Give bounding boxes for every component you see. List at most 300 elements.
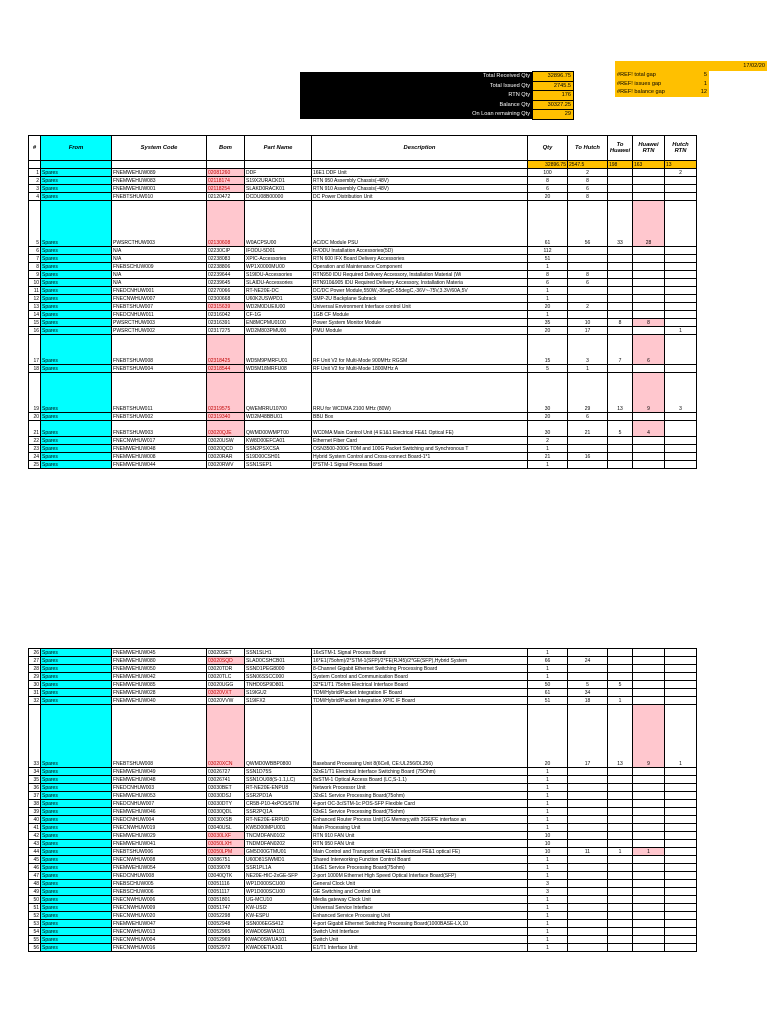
huawei-rtn-cell (633, 311, 665, 319)
qty-cell: 1 (528, 944, 568, 952)
bom-cell: 03052969 (207, 936, 245, 944)
system-code-cell: FNEBTSHUW002 (112, 413, 207, 421)
bom-cell: 03039078 (207, 864, 245, 872)
bom-cell: 03020SET (207, 649, 245, 657)
huawei-rtn-cell: 6 (633, 335, 665, 365)
huawei-rtn-cell (633, 816, 665, 824)
row-number: 4 (29, 193, 41, 201)
bom-cell: 03051747 (207, 904, 245, 912)
part-name-cell: SLAD0CSHCB01 (245, 657, 312, 665)
to-hutch-cell (568, 912, 608, 920)
totals-cell (312, 161, 528, 169)
huawei-rtn-cell (633, 177, 665, 185)
system-code-cell: FNEMWEHUW048 (112, 445, 207, 453)
qty-cell: 20 (528, 327, 568, 335)
part-name-cell: UG-MCU10 (245, 896, 312, 904)
from-cell: Spares (41, 657, 112, 665)
row-number: 14 (29, 311, 41, 319)
huawei-rtn-cell (633, 792, 665, 800)
row-number: 40 (29, 816, 41, 824)
table-row (29, 365, 697, 373)
hutch-rtn-cell (665, 872, 697, 880)
table-row (29, 295, 697, 303)
to-huawei-cell (608, 665, 633, 673)
to-huawei-cell (608, 816, 633, 824)
row-number: 13 (29, 303, 41, 311)
qty-cell: 1 (528, 295, 568, 303)
to-hutch-cell: 56 (568, 201, 608, 247)
bom-cell: 03030QDL (207, 808, 245, 816)
system-code-cell: FNECNWHUW017 (112, 437, 207, 445)
description-cell: RF Unit V2 for Multi-Mode 1800MHz A (312, 365, 528, 373)
qty-cell: 10 (528, 848, 568, 856)
system-code-cell: FNEDCNHUW007 (112, 800, 207, 808)
part-name-cell: SSR2PD1A (245, 792, 312, 800)
table-row (29, 912, 697, 920)
from-cell: Spares (41, 453, 112, 461)
part-name-cell: NE20E-HIC-2xGE-SFP (245, 872, 312, 880)
part-name-cell: CR5B-P10-4xPOS/STM (245, 800, 312, 808)
table-row (29, 792, 697, 800)
hutch-rtn-cell (665, 185, 697, 193)
hutch-rtn-cell (665, 665, 697, 673)
system-code-cell: FNECNWHUW019 (112, 824, 207, 832)
huawei-rtn-cell (633, 413, 665, 421)
bom-cell: 02081260 (207, 169, 245, 177)
qty-cell: 1 (528, 936, 568, 944)
to-hutch-cell (568, 263, 608, 271)
part-name-cell: WP1D000SCU00 (245, 880, 312, 888)
to-hutch-cell (568, 445, 608, 453)
bom-cell: 02238806 (207, 263, 245, 271)
totals-row (29, 161, 697, 169)
system-code-cell: FNEMWEHUW080 (112, 657, 207, 665)
row-number: 51 (29, 904, 41, 912)
table-row (29, 263, 697, 271)
hutch-rtn-cell (665, 848, 697, 856)
bom-cell: 03052965 (207, 928, 245, 936)
hutch-rtn-cell (665, 912, 697, 920)
huawei-rtn-cell (633, 279, 665, 287)
to-hutch-cell: 2 (568, 169, 608, 177)
column-header: To Hutch (568, 136, 608, 161)
description-cell: RTN910&905 IDU Required Delivery Accessory, Installation Materia (312, 279, 528, 287)
to-hutch-cell (568, 816, 608, 824)
hutch-rtn-cell (665, 880, 697, 888)
system-code-cell: FNEMWEHUW028 (112, 689, 207, 697)
system-code-cell: PWSRCTHUW003 (112, 201, 207, 247)
bom-cell: 03040USL (207, 824, 245, 832)
huawei-rtn-cell (633, 453, 665, 461)
system-code-cell: FNEBTSHUW006 (112, 848, 207, 856)
row-number: 45 (29, 856, 41, 864)
part-name-cell: S19D00CSH01 (245, 453, 312, 461)
summary-row (300, 81, 574, 91)
huawei-rtn-cell: 8 (633, 319, 665, 327)
hutch-rtn-cell (665, 319, 697, 327)
to-huawei-cell (608, 824, 633, 832)
system-code-cell: FNEMWEHUW001 (112, 185, 207, 193)
table-row (29, 311, 697, 319)
table-row (29, 840, 697, 848)
to-huawei-cell (608, 673, 633, 681)
to-huawei-cell (608, 649, 633, 657)
part-name-cell: U60K2USWPD1 (245, 295, 312, 303)
row-number: 33 (29, 705, 41, 768)
to-hutch-cell (568, 808, 608, 816)
hutch-rtn-cell (665, 792, 697, 800)
table-row (29, 327, 697, 335)
summary-label: Total Issued Qty (300, 81, 533, 91)
total-qty: 32896.75 (528, 161, 568, 169)
bom-cell: 02118254 (207, 185, 245, 193)
table-row (29, 832, 697, 840)
system-code-cell: FNEMWEHUW047 (112, 920, 207, 928)
part-name-cell: WD5M9PMRFU01 (245, 335, 312, 365)
table-row (29, 697, 697, 705)
column-header: System Code (112, 136, 207, 161)
huawei-rtn-cell (633, 912, 665, 920)
to-huawei-cell (608, 193, 633, 201)
huawei-rtn-cell (633, 247, 665, 255)
hutch-rtn-cell (665, 840, 697, 848)
total-to-hutch: 2547.5 (568, 161, 608, 169)
hutch-rtn-cell (665, 335, 697, 365)
huawei-rtn-cell (633, 689, 665, 697)
from-cell: Spares (41, 864, 112, 872)
description-cell: E1/T1 Interface Unit (312, 944, 528, 952)
bom-cell: 02239644 (207, 271, 245, 279)
bom-cell: 03020SQD (207, 657, 245, 665)
row-number: 17 (29, 335, 41, 365)
to-huawei-cell (608, 832, 633, 840)
bom-cell: 02317275 (207, 327, 245, 335)
part-name-cell: S19IGU2 (245, 689, 312, 697)
from-cell: Spares (41, 832, 112, 840)
qty-cell: 1 (528, 649, 568, 657)
part-name-cell: S19X2URACKD1 (245, 177, 312, 185)
table-row (29, 413, 697, 421)
to-hutch-cell (568, 840, 608, 848)
row-number: 3 (29, 185, 41, 193)
bom-cell: 03050LXH (207, 840, 245, 848)
system-code-cell: FNEMWEHUW029 (112, 832, 207, 840)
table-row (29, 896, 697, 904)
qty-cell: 1 (528, 904, 568, 912)
hutch-rtn-cell (665, 928, 697, 936)
part-name-cell: SSN2PSXCSA (245, 445, 312, 453)
table-row (29, 864, 697, 872)
hutch-rtn-cell (665, 201, 697, 247)
from-cell: Spares (41, 201, 112, 247)
to-huawei-cell (608, 888, 633, 896)
to-huawei-cell (608, 856, 633, 864)
qty-cell: 1 (528, 800, 568, 808)
to-hutch-cell (568, 649, 608, 657)
table-row (29, 904, 697, 912)
from-cell: Spares (41, 263, 112, 271)
part-name-cell: TNHD0SP9D801 (245, 681, 312, 689)
row-number: 55 (29, 936, 41, 944)
gap-row (615, 88, 709, 97)
description-cell: Enhanced Router Process Unit(1G Memory,with 2GE/FE interface an (312, 816, 528, 824)
part-name-cell: WD5M18MRFU08 (245, 365, 312, 373)
description-cell: DC Power Distribution Unit (312, 193, 528, 201)
hutch-rtn-cell (665, 303, 697, 311)
from-cell: Spares (41, 816, 112, 824)
bom-cell: 03030XSB (207, 816, 245, 824)
to-huawei-cell (608, 185, 633, 193)
to-huawei-cell (608, 808, 633, 816)
from-cell: Spares (41, 287, 112, 295)
part-name-cell: SSND1PEG8000 (245, 665, 312, 673)
part-name-cell: DDF (245, 169, 312, 177)
part-name-cell: KW8D00EFCA01 (245, 437, 312, 445)
column-header: Huawei RTN (633, 136, 665, 161)
part-name-cell: SSN006EGS412 (245, 920, 312, 928)
hutch-rtn-cell (665, 808, 697, 816)
part-name-cell: TNDMDFAN0202 (245, 840, 312, 848)
to-hutch-cell (568, 287, 608, 295)
to-hutch-cell: 34 (568, 689, 608, 697)
qty-cell: 3 (528, 880, 568, 888)
hutch-rtn-cell (665, 936, 697, 944)
to-hutch-cell: 24 (568, 657, 608, 665)
inventory-table-1 (28, 135, 697, 469)
qty-cell: 1 (528, 816, 568, 824)
description-cell: 16xE1 Service Processing Board(75ohm) (312, 864, 528, 872)
part-name-cell: SSN1OU08(S-1.1,LC) (245, 776, 312, 784)
system-code-cell: FNEDCNHUW001 (112, 287, 207, 295)
to-hutch-cell (568, 437, 608, 445)
qty-cell: 1 (528, 912, 568, 920)
to-hutch-cell (568, 255, 608, 263)
qty-cell: 20 (528, 193, 568, 201)
huawei-rtn-cell (633, 697, 665, 705)
description-cell: AC/DC Module PSU (312, 201, 528, 247)
part-name-cell: KW-USI2 (245, 904, 312, 912)
total-to-huawei: 198 (608, 161, 633, 169)
hutch-rtn-cell (665, 287, 697, 295)
to-hutch-cell (568, 944, 608, 952)
huawei-rtn-cell (633, 665, 665, 673)
huawei-rtn-cell (633, 784, 665, 792)
system-code-cell: FNECNWHUW009 (112, 904, 207, 912)
huawei-rtn-cell (633, 461, 665, 469)
summary-label: Balance Qty (300, 100, 533, 110)
row-number: 50 (29, 896, 41, 904)
qty-cell: 30 (528, 373, 568, 413)
huawei-rtn-cell (633, 193, 665, 201)
from-cell: Spares (41, 896, 112, 904)
row-number: 32 (29, 697, 41, 705)
description-cell: Main Processing Unit (312, 824, 528, 832)
huawei-rtn-cell (633, 185, 665, 193)
to-huawei-cell (608, 904, 633, 912)
qty-cell: 112 (528, 247, 568, 255)
description-cell: 4-port OC-3c/STM-1c POS-SFP Flexible Card (312, 800, 528, 808)
from-cell: Spares (41, 936, 112, 944)
huawei-rtn-cell (633, 800, 665, 808)
table-row (29, 657, 697, 665)
description-cell: 1GB CF Module (312, 311, 528, 319)
description-cell: Baseband Processing Unit 8(6Cell, CE:UL256/DL256) (312, 705, 528, 768)
to-huawei-cell (608, 689, 633, 697)
row-number: 29 (29, 673, 41, 681)
to-hutch-cell (568, 665, 608, 673)
gap-table (615, 71, 709, 97)
table-row (29, 271, 697, 279)
system-code-cell: FNEDCNHUW008 (112, 872, 207, 880)
system-code-cell: PWSRCTHUW002 (112, 327, 207, 335)
system-code-cell: FNEBTSHUW004 (112, 365, 207, 373)
part-name-cell: KWAD0ETIA101 (245, 944, 312, 952)
to-hutch-cell (568, 800, 608, 808)
qty-cell: 1 (528, 776, 568, 784)
to-hutch-cell (568, 920, 608, 928)
qty-cell: 1 (528, 824, 568, 832)
bom-cell: 03020RAR (207, 453, 245, 461)
column-header: Part Name (245, 136, 312, 161)
hutch-rtn-cell (665, 776, 697, 784)
huawei-rtn-cell: 28 (633, 201, 665, 247)
to-hutch-cell (568, 247, 608, 255)
from-cell: Spares (41, 872, 112, 880)
system-code-cell: FNECNWHUW013 (112, 928, 207, 936)
qty-cell: 10 (528, 840, 568, 848)
qty-cell: 1 (528, 263, 568, 271)
hutch-rtn-cell (665, 697, 697, 705)
to-huawei-cell: 13 (608, 705, 633, 768)
bom-cell: 03040QTK (207, 872, 245, 880)
qty-cell: 15 (528, 335, 568, 365)
hutch-rtn-cell (665, 437, 697, 445)
to-huawei-cell (608, 792, 633, 800)
hutch-rtn-cell (665, 311, 697, 319)
gap-label: #REF! issues gap (615, 80, 679, 89)
table-row (29, 689, 697, 697)
totals-cell (207, 161, 245, 169)
to-hutch-cell: 3 (568, 335, 608, 365)
part-name-cell: CF-1G (245, 311, 312, 319)
table-row (29, 437, 697, 445)
totals-cell (29, 161, 41, 169)
qty-cell: 50 (528, 681, 568, 689)
bom-cell: 02118174 (207, 177, 245, 185)
to-huawei-cell (608, 896, 633, 904)
part-name-cell: EN8MCPMU0100 (245, 319, 312, 327)
to-huawei-cell: 1 (608, 848, 633, 856)
system-code-cell: N/A (112, 255, 207, 263)
hutch-rtn-cell (665, 255, 697, 263)
totals-cell (41, 161, 112, 169)
huawei-rtn-cell (633, 437, 665, 445)
bom-cell: 02239645 (207, 279, 245, 287)
qty-cell: 1 (528, 784, 568, 792)
hutch-rtn-cell (665, 649, 697, 657)
to-hutch-cell: 16 (568, 453, 608, 461)
to-huawei-cell (608, 365, 633, 373)
part-name-cell: QWEMRRU10700 (245, 373, 312, 413)
qty-cell: 51 (528, 697, 568, 705)
description-cell: 8*STM-1 Signal Process Board (312, 461, 528, 469)
row-number: 48 (29, 880, 41, 888)
hutch-rtn-cell (665, 177, 697, 185)
hutch-rtn-cell (665, 453, 697, 461)
huawei-rtn-cell: 9 (633, 705, 665, 768)
huawei-rtn-cell: 1 (633, 848, 665, 856)
qty-cell: 2 (528, 437, 568, 445)
qty-cell: 66 (528, 657, 568, 665)
to-hutch-cell: 6 (568, 413, 608, 421)
bom-cell: 03020TDR (207, 665, 245, 673)
row-number: 41 (29, 824, 41, 832)
row-number: 37 (29, 792, 41, 800)
description-cell: Switch Unit (312, 936, 528, 944)
hutch-rtn-cell (665, 888, 697, 896)
system-code-cell: FNECNWHUW004 (112, 936, 207, 944)
qty-cell: 21 (528, 453, 568, 461)
table-row (29, 319, 697, 327)
bom-cell: 02318544 (207, 365, 245, 373)
row-number: 35 (29, 776, 41, 784)
description-cell: 32xE1 Service Processing Board(75ohm) (312, 792, 528, 800)
qty-cell: 1 (528, 928, 568, 936)
table-row (29, 784, 697, 792)
part-name-cell: DCDU08B00000 (245, 193, 312, 201)
huawei-rtn-cell (633, 944, 665, 952)
part-name-cell: S19IDU-Accessories (245, 271, 312, 279)
part-name-cell: TNCMDFAN0102 (245, 832, 312, 840)
to-hutch-cell (568, 832, 608, 840)
bom-cell: 03051116 (207, 880, 245, 888)
from-cell: Spares (41, 311, 112, 319)
summary-table (300, 71, 574, 120)
system-code-cell: FNEBTSHUW003 (112, 421, 207, 437)
to-huawei-cell (608, 840, 633, 848)
hutch-rtn-cell (665, 681, 697, 689)
summary-value: 29 (533, 110, 574, 120)
row-number: 9 (29, 271, 41, 279)
from-cell: Spares (41, 437, 112, 445)
qty-cell: 1 (528, 287, 568, 295)
description-cell: TDM/Hybrid/Packet Integration XPIC IF Board (312, 697, 528, 705)
to-huawei-cell (608, 657, 633, 665)
from-cell: Spares (41, 880, 112, 888)
qty-cell: 30 (528, 421, 568, 437)
hutch-rtn-cell (665, 768, 697, 776)
from-cell: Spares (41, 327, 112, 335)
to-huawei-cell: 13 (608, 373, 633, 413)
row-number: 28 (29, 665, 41, 673)
from-cell: Spares (41, 848, 112, 856)
part-name-cell: SSN1SLH1 (245, 649, 312, 657)
table-row (29, 287, 697, 295)
column-header: Hutch RTN (665, 136, 697, 161)
to-hutch-cell: 1 (568, 365, 608, 373)
bom-cell: 03020USW (207, 437, 245, 445)
bom-cell: 03020XCN (207, 705, 245, 768)
system-code-cell: FNEBSCHUW005 (112, 880, 207, 888)
huawei-rtn-cell (633, 776, 665, 784)
column-header: Description (312, 136, 528, 161)
from-cell: Spares (41, 784, 112, 792)
hutch-rtn-cell (665, 784, 697, 792)
bom-cell: 02319575 (207, 373, 245, 413)
bom-cell: 03052972 (207, 944, 245, 952)
table-row (29, 453, 697, 461)
qty-cell: 1 (528, 461, 568, 469)
